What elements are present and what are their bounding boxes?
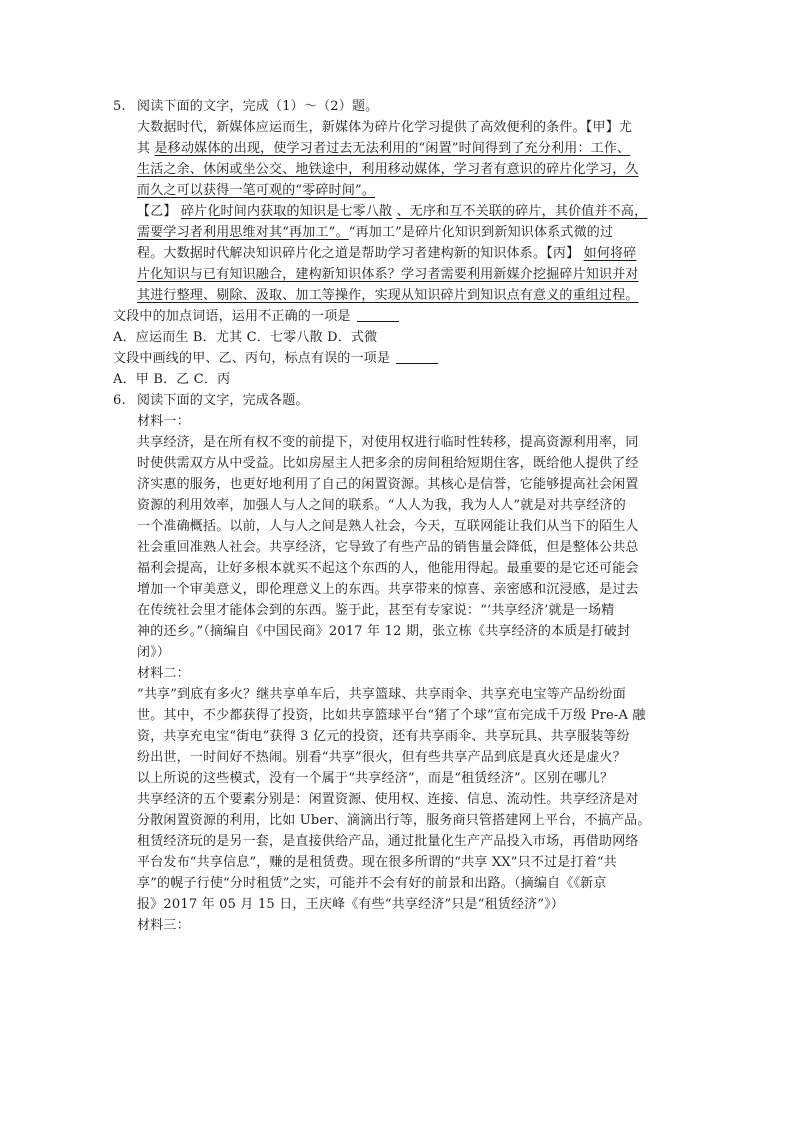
q6-number: 6. bbox=[113, 393, 126, 408]
material-2-line: 资，共享充电宝“街电”获得 3 亿元的投资，还有共享雨伞、共享玩具、共享服装等纷 bbox=[137, 729, 630, 744]
passage-text: 其 bbox=[137, 141, 155, 156]
material-1-line: 时使供需双方从中受益。比如房屋主人把多余的房间租给短期住客，既给他人提供了经 bbox=[137, 456, 639, 471]
q6-header bbox=[113, 390, 309, 411]
passage-text: 程。大数据时代解决知识碎片化之道是帮助学习者建构新的知识体系。【丙】 bbox=[137, 246, 584, 261]
material-1-line: 增加一个审美意义，即伦理意义上的东西。共享带来的惊喜、亲密感和沉浸感，是过去 bbox=[137, 582, 639, 597]
q5-header bbox=[113, 96, 378, 117]
underlined-sentence: 需要学习者利用思维对其“再加工”。 bbox=[137, 225, 349, 240]
material-2-line: 平台发布“共享信息”，赚的是租赁费。现在很多所谓的“共享 XX”只不过是打着“共 bbox=[137, 855, 617, 870]
q5-passage-line bbox=[137, 243, 636, 264]
material-1-line: 在传统社会里才能体会到的东西。鉴于此，甚至有专家说：“‘共享经济’就是一场精 bbox=[137, 603, 615, 618]
material-2-line: 共享经济的五个要素分别是：闲置资源、使用权、连接、信息、流动性。共享经济是对 bbox=[137, 792, 639, 807]
q5-sub1 bbox=[113, 306, 399, 327]
q5-sub2-options: A．甲 B．乙 C．丙 bbox=[113, 372, 231, 387]
underlined-sentence: 是移动媒体的出现，使学习者过去无法利用的“闲置”时间得到了充分利用：工作、 bbox=[154, 141, 631, 156]
material-1-line: 济实惠的服务，也更好地利用了自己的闲置资源。其核心是信誉，它能够提高社会闲置 bbox=[137, 477, 639, 492]
material-2-line: 享”的幌子行使“分时租赁”之实，可能并不会有好的前景和出路。（摘编自《《新京 bbox=[137, 876, 607, 891]
passage-text: 【乙】 bbox=[137, 204, 181, 219]
q5-sub1-text: 文段中的加点词语，运用不正确的一项是 bbox=[113, 309, 351, 324]
underlined-sentence: 而久之可以获得一笔可观的“零碎时间”。 bbox=[137, 183, 376, 198]
q5-sub2 bbox=[113, 348, 438, 369]
material-2-line: 以上所说的这些模式，没有一个属于“共享经济”，而是“租赁经济”。区别在哪儿？ bbox=[137, 771, 614, 786]
q5-prompt: 阅读下面的文字，完成（1）～（2）题。 bbox=[137, 99, 379, 114]
q5-sub2-text: 文段中画线的甲、乙、丙句，标点有误的一项是 bbox=[113, 351, 391, 366]
underlined-sentence: 碎片化时间内获取的知识是七零八散 bbox=[180, 204, 393, 219]
q5-passage-line bbox=[137, 159, 639, 180]
material-2-line: 分散闲置资源的利用，比如 Uber、滴滴出行等，服务商只管搭建网上平台，不搞产品。 bbox=[137, 813, 651, 828]
q5-passage-line bbox=[137, 222, 613, 243]
q5-sub1-options: A．应运而生 B．尤其 C．七零八散 D．式微 bbox=[113, 330, 378, 345]
material-2-line: “共享”到底有多火？继共享单车后，共享篮球、共享雨伞、共享充电宝等产品纷纷面 bbox=[137, 687, 626, 702]
q5-passage-line bbox=[137, 264, 639, 285]
underlined-sentence: 片化知识与已有知识融合，建构新知识体系？学习者需要利用新媒介挖掘碎片知识并对 bbox=[137, 267, 639, 282]
material-3-title: 材料三： bbox=[137, 918, 190, 933]
q5-passage-line bbox=[137, 117, 632, 138]
answer-blank[interactable] bbox=[357, 308, 399, 322]
q5-number: 5. bbox=[113, 99, 126, 114]
material-2-line: 租赁经济玩的是另一套，是直接供给产品，通过批量化生产产品投入市场，再借助网络 bbox=[137, 834, 639, 849]
material-1-line: 福利会提高，让好多根本就买不起这个东西的人，他能用得起。最重要的是它还可能会 bbox=[137, 561, 639, 576]
q5-passage-line bbox=[137, 138, 630, 159]
passage-text: “再加工”是碎片化知识到新知识体系式微的过 bbox=[348, 225, 614, 240]
underlined-sentence: 如何将碎 bbox=[583, 246, 637, 261]
material-1-title: 材料一： bbox=[137, 414, 190, 429]
material-1-line: 闭》） bbox=[137, 645, 171, 660]
material-2-line: 世。其中，不少都获得了投资，比如共享篮球平台“猪了个球”宣布完成千万级 Pre-A 融 bbox=[137, 708, 646, 723]
material-1-line: 资源的利用效率，加强人与人之间的联系。“人人为我，我为人人”就是对共享经济的 bbox=[137, 498, 626, 513]
material-2-title: 材料二： bbox=[137, 666, 190, 681]
q5-passage-line bbox=[137, 285, 639, 306]
answer-blank[interactable] bbox=[396, 350, 438, 364]
underlined-sentence: 生活之余、休闲或坐公交、地铁途中，利用移动媒体，学习者有意识的碎片化学习，久 bbox=[137, 162, 639, 177]
material-1-line: 一个准确概括。以前，人与人之间是熟人社会，今天，互联网能让我们从当下的陌生人 bbox=[137, 519, 639, 534]
underlined-sentence: 、无序和互不关联的碎片，其价值并不高， bbox=[396, 204, 648, 219]
material-1-line: 社会重回准熟人社会。共享经济，它导致了有些产品的销售量会降低，但是整体公共总 bbox=[137, 540, 639, 555]
q5-passage-line bbox=[137, 201, 647, 222]
passage-text: 大数据时代，新媒体应运而生，新媒体为碎片化学习提供了高效便利的条件。【甲】尤 bbox=[137, 120, 633, 135]
underlined-sentence: 其进行整理、剔除、汲取、加工等操作，实现从知识碎片到知识点有意义的重组过程。 bbox=[137, 288, 639, 303]
material-2-line: 纷出世，一时间好不热闹。别看“共享”很火，但有些共享产品到底是真火还是虚火？ bbox=[137, 750, 626, 765]
q5-passage-line bbox=[137, 180, 375, 201]
q6-prompt: 阅读下面的文字，完成各题。 bbox=[137, 393, 309, 408]
material-1-line: 共享经济，是在所有权不变的前提下，对使用权进行临时性转移，提高资源利用率，同 bbox=[137, 435, 639, 450]
material-1-line: 神的还乡。”（摘编自《中国民商》2017 年 12 期，张立栋《共享经济的本质是打破封 bbox=[137, 624, 631, 639]
material-2-line: 报》2017 年 05 月 15 日，王庆峰《有些“共享经济”只是“租赁经济”》） bbox=[137, 897, 565, 912]
